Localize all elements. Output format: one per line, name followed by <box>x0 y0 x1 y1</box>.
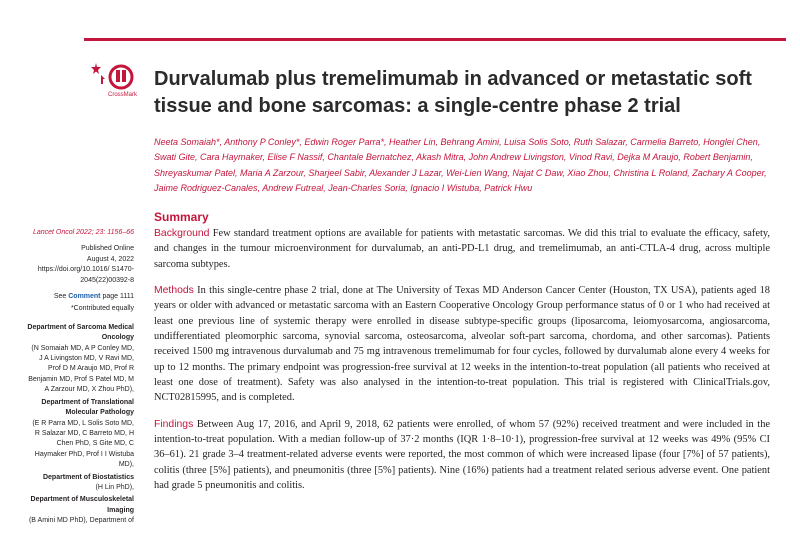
see-suffix: page 1111 <box>102 293 134 301</box>
see-also <box>26 292 134 302</box>
methods-section <box>154 283 770 406</box>
summary-body <box>154 226 770 505</box>
affiliation-dept: Department of Sarcoma Medical Oncology <box>27 323 134 342</box>
methods-heading: Methods <box>154 285 194 297</box>
journal-citation: Lancet Oncol 2022; 23: 1156–66 <box>32 229 134 236</box>
background-text: Few standard treatment options are available for patients with metastatic sarcomas. We did this trial to evaluate the efficacy, safety, and changes in the tumour microenvironment for durvalumab, an anti-PD-L1 drug, and tremelimumab, an anti-CTLA-4 drug, across multiple sarcoma subtypes. <box>154 228 770 270</box>
doi-link[interactable]: https://doi.org/10.1016/ S1470-2045(22)00392-8 <box>37 266 134 284</box>
article-title: Durvalumab plus tremelimumab in advanced or metastatic soft tissue and bone sarcomas: a single-centre phase 2 trial <box>154 68 752 117</box>
publication-info <box>26 244 134 286</box>
article-sidebar <box>26 228 134 529</box>
background-section <box>154 226 770 272</box>
published-label: Published Online <box>81 245 134 253</box>
published-date: August 4, 2022 <box>86 255 134 263</box>
background-heading: Background <box>154 228 210 239</box>
see-prefix: See <box>53 293 67 301</box>
comment-link[interactable]: Comment <box>68 293 101 301</box>
findings-heading: Findings <box>154 418 194 430</box>
summary-heading: Summary <box>154 210 209 224</box>
affiliation-names: (B Amini MD PhD), Department of <box>28 517 134 525</box>
affiliation-names: (E R Parra MD, L Solis Soto MD, R Salazar MD, C Barreto MD, H Chen PhD, S Gite MD, C Haymaker PhD, Prof I I Wistuba MD), <box>32 419 134 469</box>
contributed-note: *Contributed equally <box>70 305 134 313</box>
affiliation-dept: Department of Musculoskeletal Imaging <box>30 496 134 514</box>
author-list: Neeta Somaiah*, Anthony P Conley*, Edwin Roger Parra*, Heather Lin, Behrang Amini, Luisa Solis Soto, Ruth Salazar, Carmelia Barreto, Honglei Chen, Swati Gite, Cara Haymaker, Elise F Nassif, Chantale Bernatchez, Akash Mitra, John Andrew Livingston, Vinod Ravi, Dejka M Araujo, Robert Benjamin, Shreyaskumar Patel, Maria A Zarzour, Sharjeel Sabir, Alexander J Lazar, Wei-Lien Wang, Najat C Daw, Xiao Zhou, Christina L Roland, Zachary A Cooper, Jaime Rodriguez-Canales, Andrew Futreal, Jean-Charles Soria, Ignacio I Wistuba, Patrick Hwu <box>154 137 767 194</box>
affiliation-names: (H Lin PhD), <box>95 483 134 491</box>
affiliation-dept: Department of Translational Molecular Pathology <box>41 398 134 417</box>
top-rule <box>84 38 786 41</box>
crossmark-label: CrossMark <box>108 92 138 98</box>
methods-text: In this single-centre phase 2 trial, done at The University of Texas MD Anderson Cancer Center (Houston, TX USA), patients aged 18 years or older with advanced or metastatic sarcoma with an Eastern Cooperative Oncology Group performance status of 0 or 1 who had received at least one previous line of systemic therapy were enrolled in disease subtype-specific groups (liposarcoma, leiomyosarcoma, angiosarcoma, undifferentiated pleomorphic sarcoma, synovial sarcoma, osteosarcoma, alveolar soft-part sarcoma, chordoma, and other sarcomas). Patients received 1500 mg intravenous durvalumab and 75 mg intravenous tremelimumab for four cycles, followed by durvalumab alone every 4 weeks for up to 12 months. The primary endpoint was progression-free survival at 12 weeks in the intention-to-treat population (all patients who received at least one dose of treatment). Safety was also analysed in the intention-to-treat population. This trial is registered with ClinicalTrials.gov, NCT02815995, and is completed. <box>154 285 770 404</box>
affiliation-names: (N Somaiah MD, A P Conley MD, J A Livingston MD, V Ravi MD, Prof D M Araujo MD, Prof R Benjamin MD, Prof S Patel MD, M A Zarzour MD, X Zhou PhD), <box>28 344 134 394</box>
findings-text: Between Aug 17, 2016, and April 9, 2018, 62 patients were enrolled, of whom 57 (92%) received treatment and were included in the intention-to-treat population. With a median follow-up of 37·2 months (IQR 1·8–10·1), progression-free survival at 12 weeks was 49% (95% CI 36–61). 21 grade 3–4 treatment-related adverse events were reported, the most common of which were increased lipase (four [7%] of 57 patients), colitis (three [5%] patients), and pneumonitis (three [5%] patients). Nine (16%) patients had a treatment related serious adverse event. One patient had grade 5 pneumonitis and colitis. <box>154 418 770 492</box>
affiliation-dept: Department of Biostatistics <box>42 473 134 481</box>
findings-section <box>154 417 770 494</box>
